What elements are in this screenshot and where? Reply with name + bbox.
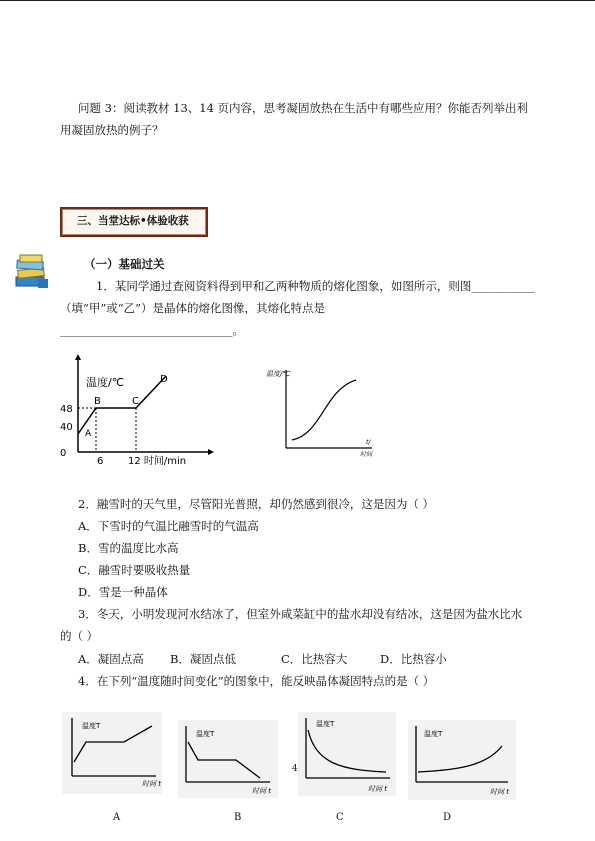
graph-amorphous-melting — [262, 362, 382, 458]
graph2-xlabel-top: t/ — [366, 439, 371, 446]
q4d-ylabel: 温度T — [424, 730, 443, 738]
section-subtitle: （一）基础过关 — [84, 257, 165, 271]
question-3b-option-a: A．凝固点高 — [78, 652, 144, 666]
graph1-point-c: C — [132, 396, 139, 407]
q4-letter-c: C — [336, 812, 344, 823]
books-icon — [12, 253, 50, 291]
graph1-point-b: B — [94, 396, 101, 407]
question-3-line-1: 问题 3：阅读教材 13、14 页内容，思考凝固放热在生活中有哪些应用？你能否列举出利 — [78, 101, 529, 115]
question-2-option-d: D．雪是一种晶体 — [78, 585, 168, 599]
graph1-ylabel: 温度/℃ — [86, 376, 125, 389]
graph2-xlabel-bottom: 时间 — [360, 451, 373, 458]
top-rule — [0, 0, 595, 1]
section-banner-title: 三、当堂达标•体验收获 — [62, 209, 206, 235]
question-3b-option-c: C．比热容大 — [281, 652, 348, 666]
q4-letter-d: D — [443, 812, 452, 823]
question-4: 4．在下列“温度随时间变化”的图象中，能反映晶体凝固特点的是（ ） — [78, 674, 435, 688]
q4-graph-b — [178, 720, 278, 798]
question-3b-line-2: 的（ ） — [60, 629, 99, 643]
question-2-option-c: C．融雪时要吸收热量 — [78, 563, 191, 577]
graph1-tick-0: 0 — [60, 448, 67, 459]
q4d-xlabel: 时间 t — [490, 788, 509, 796]
graph-crystal-melting — [58, 352, 218, 470]
q4-side-mark: 4 — [292, 764, 298, 774]
q4-letter-a: A — [113, 812, 121, 823]
question-3b-option-d: D．比热容小 — [380, 652, 447, 666]
question-1-line-2: （填“甲”或“乙”）是晶体的熔化图像，其熔化特点是 — [60, 301, 326, 315]
q4-letter-b: B — [234, 812, 242, 823]
q4c-xlabel: 时间 t — [368, 785, 387, 793]
question-1-line-1: 1．某同学通过查阅资料得到甲和乙两种物质的熔化图象，如图所示，则图___________ — [96, 279, 535, 293]
graph1-tick-6: 6 — [97, 456, 104, 467]
question-2-option-a: A．下雪时的气温比融雪时的气温高 — [78, 519, 259, 533]
question-3b-line-1: 3．冬天，小明发现河水结冰了，但室外咸菜缸中的盐水却没有结冰，这是因为盐水比水 — [78, 607, 523, 621]
q4-graph-c — [298, 712, 396, 796]
question-3b-option-b: B．凝固点低 — [170, 652, 236, 666]
graph1-xlabel: 12 时间/min — [128, 456, 187, 467]
section-banner — [60, 207, 208, 237]
q4b-ylabel: 温度T — [196, 730, 215, 738]
graph1-tick-40: 40 — [60, 422, 73, 433]
q4-graph-d — [408, 720, 516, 800]
question-3-line-2: 用凝固放热的例子？ — [60, 123, 164, 137]
graph2-ylabel: 温度/℃ — [266, 370, 291, 378]
graph1-point-d: D — [160, 374, 168, 385]
graph1-point-a: A — [85, 429, 92, 439]
graph1-tick-48: 48 — [60, 404, 73, 415]
q4a-ylabel: 温度T — [82, 722, 101, 730]
question-2: 2．融雪时的天气里，尽管阳光普照，却仍然感到很冷，这是因为（ ） — [78, 497, 434, 511]
question-2-option-b: B．雪的温度比水高 — [78, 541, 179, 555]
question-1-line-3: ______________________________。 — [60, 323, 244, 337]
q4b-xlabel: 时间 t — [252, 787, 271, 795]
q4a-xlabel: 时间 t — [142, 780, 161, 788]
q4c-ylabel: 温度T — [316, 720, 335, 728]
q4-graph-a — [62, 712, 162, 794]
